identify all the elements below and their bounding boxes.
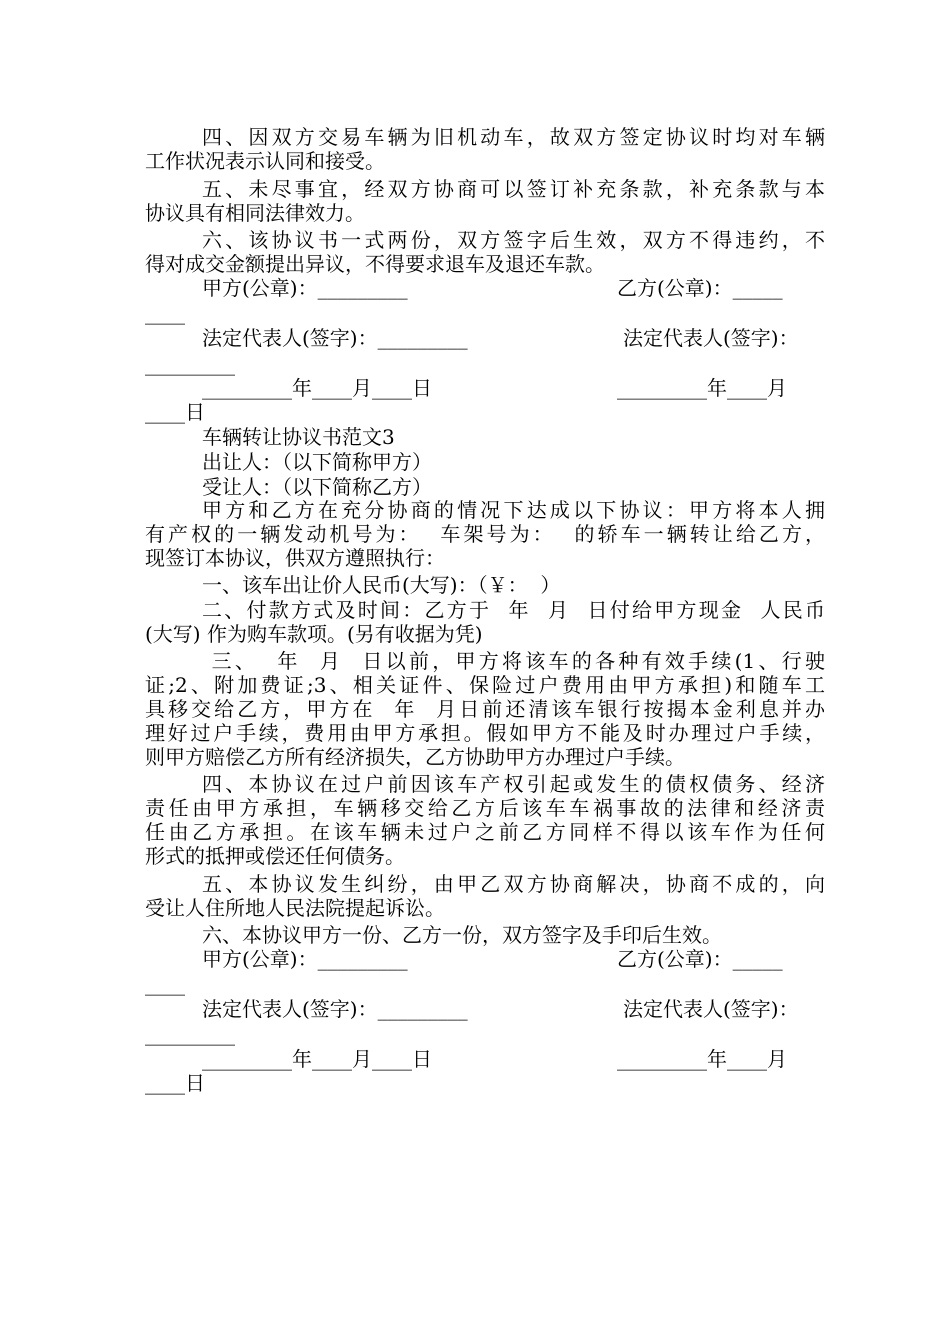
party-b-date: _________年____月: [617, 376, 787, 400]
text-line: 责任由甲方承担，车辆移交给乙方后该车车祸事故的法律和经济责: [145, 796, 825, 820]
text-line: ____日: [145, 400, 205, 424]
text-line: 任由乙方承担。在该车辆未过户之前乙方同样不得以该车作为任何: [145, 820, 825, 844]
party-a-representative-label: 法定代表人(签字)：_________: [202, 326, 468, 350]
party-a-date: _________年____月____日: [202, 1047, 432, 1071]
text-line: 证;2、附加费证;3、相关证件、保险过户费用由甲方承担)和随车工: [145, 673, 825, 697]
text-line: 则甲方赔偿乙方所有经济损失，乙方协助甲方办理过户手续。: [145, 745, 685, 769]
text-line: 一、该车出让价人民币(大写)：（￥： ）: [202, 573, 561, 597]
text-line: (大写) 作为购车款项。(另有收据为凭): [145, 622, 483, 646]
text-line: 现签订本协议，供双方遵照执行：: [145, 546, 445, 570]
party-a-date: _________年____月____日: [202, 376, 432, 400]
text-line: 六、该协议书一式两份，双方签字后生效，双方不得违约，不: [202, 228, 825, 252]
signature-row-party-a-seal: [145, 947, 825, 971]
text-line: 受让人住所地人民法院提起诉讼。: [145, 896, 445, 920]
text-line: 形式的抵押或偿还任何债务。: [145, 844, 405, 868]
signature-row-date: [145, 376, 825, 400]
text-line: 出让人：（以下简称甲方）: [202, 450, 432, 474]
signature-row-date: [145, 1047, 825, 1071]
party-b-date: _________年____月: [617, 1047, 787, 1071]
text-line: ____: [145, 972, 185, 996]
text-line: 得对成交金额提出异议，不得要求退车及退还车款。: [145, 252, 605, 276]
text-line: 受让人：（以下简称乙方）: [202, 475, 432, 499]
text-line: _________: [145, 1022, 235, 1046]
text-line: 四、本协议在过户前因该车产权引起或发生的债权债务、经济: [202, 772, 825, 796]
text-line: 二、付款方式及时间：乙方于 年 月 日付给甲方现金 人民币: [202, 598, 825, 622]
party-b-seal-label: 乙方(公章)：_____: [617, 276, 783, 300]
text-line: 有产权的一辆发动机号为： 车架号为： 的轿车一辆转让给乙方，: [145, 522, 825, 546]
text-line: 六、本协议甲方一份、乙方一份，双方签字及手印后生效。: [202, 923, 722, 947]
signature-row-representative: [145, 997, 825, 1021]
party-a-representative-label: 法定代表人(签字)：_________: [202, 997, 468, 1021]
text-line: 五、本协议发生纠纷，由甲乙双方协商解决，协商不成的，向: [202, 872, 825, 896]
signature-row-party-a-seal: [145, 276, 825, 300]
text-line: 三、 年 月 日以前，甲方将该车的各种有效手续(1、行驶: [202, 649, 825, 673]
party-b-representative-label: 法定代表人(签字)：: [623, 326, 799, 350]
text-line: 理好过户手续，费用由甲方承担。假如甲方不能及时办理过户手续，: [145, 721, 825, 745]
text-line: 协议具有相同法律效力。: [145, 201, 365, 225]
party-b-representative-label: 法定代表人(签字)：: [623, 997, 799, 1021]
text-line: ____日: [145, 1071, 205, 1095]
text-line: 四、因双方交易车辆为旧机动车，故双方签定协议时均对车辆: [202, 125, 825, 149]
party-a-seal-label: 甲方(公章)：_________: [202, 947, 408, 971]
text-line: 甲方和乙方在充分协商的情况下达成以下协议：甲方将本人拥: [202, 498, 825, 522]
text-line: ____: [145, 301, 185, 325]
party-a-seal-label: 甲方(公章)：_________: [202, 276, 408, 300]
party-b-seal-label: 乙方(公章)：_____: [617, 947, 783, 971]
text-line: 工作状况表示认同和接受。: [145, 149, 385, 173]
text-line: 五、未尽事宜，经双方协商可以签订补充条款，补充条款与本: [202, 177, 825, 201]
text-line: 具移交给乙方，甲方在 年 月日前还清该车银行按揭本金利息并办: [145, 697, 825, 721]
text-line: _________: [145, 352, 235, 376]
section-title: 车辆转让协议书范文3: [202, 425, 395, 449]
signature-row-representative: [145, 326, 825, 350]
